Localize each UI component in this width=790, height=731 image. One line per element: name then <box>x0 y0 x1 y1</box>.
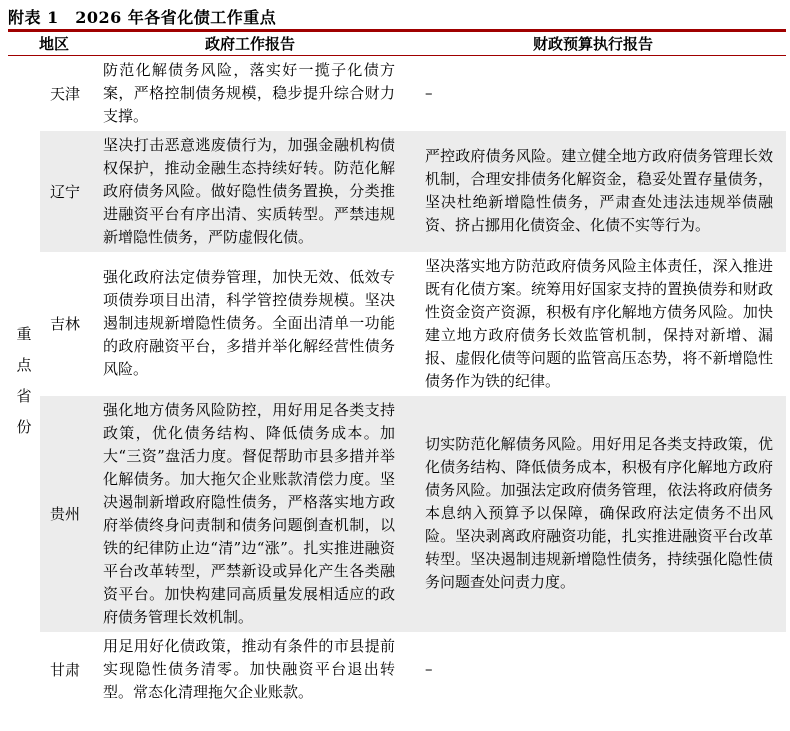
province-name: 天津 <box>49 84 80 103</box>
gov-report-cell <box>103 266 395 381</box>
gov-report-cell <box>103 59 395 128</box>
group-label-key-provinces: 重点省份 <box>16 325 32 436</box>
fiscal-report-text: 坚决落实地方防范政府债务风险主体责任，深入推进既有化债方案。统筹用好国家支持的置换债券和财政性资金资产资源，积极有序化解地方债务风险。加快建立地方政府债务长效监管机制，保持对新增、漏报、虚假化债等问题的监管高压态势，将不新增隐性债务作为铁的纪律。 <box>425 256 773 390</box>
table-row-jilin <box>40 252 786 396</box>
fiscal-report-text: – <box>425 83 433 102</box>
table-row-tianjin <box>40 56 786 131</box>
gov-report-text: 坚决打击恶意逃废债行为，加强金融机构债权保护，推动金融生态持续好转。防范化解政府债务风险。做好隐性债务置换，分类推进融资平台有序出清、实质转型。严禁违规新增隐性债务，严防虚假化债。 <box>103 135 395 246</box>
gov-report-cell <box>103 635 395 704</box>
fiscal-report-cell <box>425 658 773 681</box>
table-row-guizhou <box>40 396 786 632</box>
gov-report-text: 强化地方债务风险防控，用好用足各类支持政策，优化债务结构、降低债务成本。加大“三资”盘活力度。督促帮助市县多措并举化解债务。加大拖欠企业账款清偿力度。坚决遏制新增政府隐性债务，严格落实地方政府举债终身问责制和债务问题倒查机制，以铁的纪律防止边“清”边“涨”。扎实推进融资平台改革转型，严禁新设或异化产生各类融资平台。加快构建同高质量发展相适应的政府债务管理长效机制。 <box>103 400 395 626</box>
gov-report-text: 防范化解债务风险，落实好一揽子化债方案，严格控制债务规模，稳步提升综合财力支撑。 <box>103 60 395 125</box>
header-fiscal-report: 财政预算执行报告 <box>532 34 653 53</box>
table-row-liaoning <box>40 131 786 252</box>
fiscal-report-text: 严控政府债务风险。建立健全地方政府债务管理长效机制，合理安排债务化解资金，稳妥处置存量债务，坚决杜绝新增隐性债务，严肃查处违法违规举债融资、挤占挪用化债资金、化债不实等行为。 <box>425 147 773 234</box>
gov-report-cell <box>103 399 395 629</box>
table-title: 附表 1 2026 年各省化债工作重点 <box>8 8 277 27</box>
fiscal-report-text: 切实防范化解债务风险。用好用足各类支持政策，优化债务结构、降低债务成本，积极有序化解地方政府债务风险。加强法定政府债务管理，依法将政府债务本息纳入预算予以保障，确保政府法定债务不出风险。坚决剥离政府融资功能，扎实推进融资平台改革转型。坚决遏制违规新增隐性债务，持续强化隐性债务问题查处问责力度。 <box>425 435 773 591</box>
fiscal-report-cell <box>425 145 773 237</box>
fiscal-report-cell <box>425 433 773 594</box>
province-name: 辽宁 <box>49 182 80 201</box>
fiscal-report-cell <box>425 255 773 393</box>
group-column <box>8 56 40 707</box>
table-rows <box>40 56 786 707</box>
province-name: 甘肃 <box>49 660 80 679</box>
header-region: 地区 <box>38 34 69 53</box>
table-header-row <box>8 32 786 55</box>
header-gov-report: 政府工作报告 <box>204 34 295 53</box>
table-body <box>0 56 790 707</box>
gov-report-text: 强化政府法定债券管理，加快无效、低效专项债券项目出清，科学管控债券规模。坚决遏制违规新增隐性债务。全面出清单一功能的政府融资平台，多措并举化解经营性债务风险。 <box>103 268 395 378</box>
province-name: 贵州 <box>49 505 80 523</box>
fiscal-report-text: – <box>425 659 433 678</box>
gov-report-cell <box>103 134 395 249</box>
fiscal-report-cell <box>425 82 773 105</box>
province-name: 吉林 <box>49 315 80 333</box>
gov-report-text: 用足用好化债政策，推动有条件的市县提前实现隐性债务清零。加快融资平台退出转型。常态化清理拖欠企业账款。 <box>103 636 395 701</box>
table-row-gansu <box>40 632 786 707</box>
